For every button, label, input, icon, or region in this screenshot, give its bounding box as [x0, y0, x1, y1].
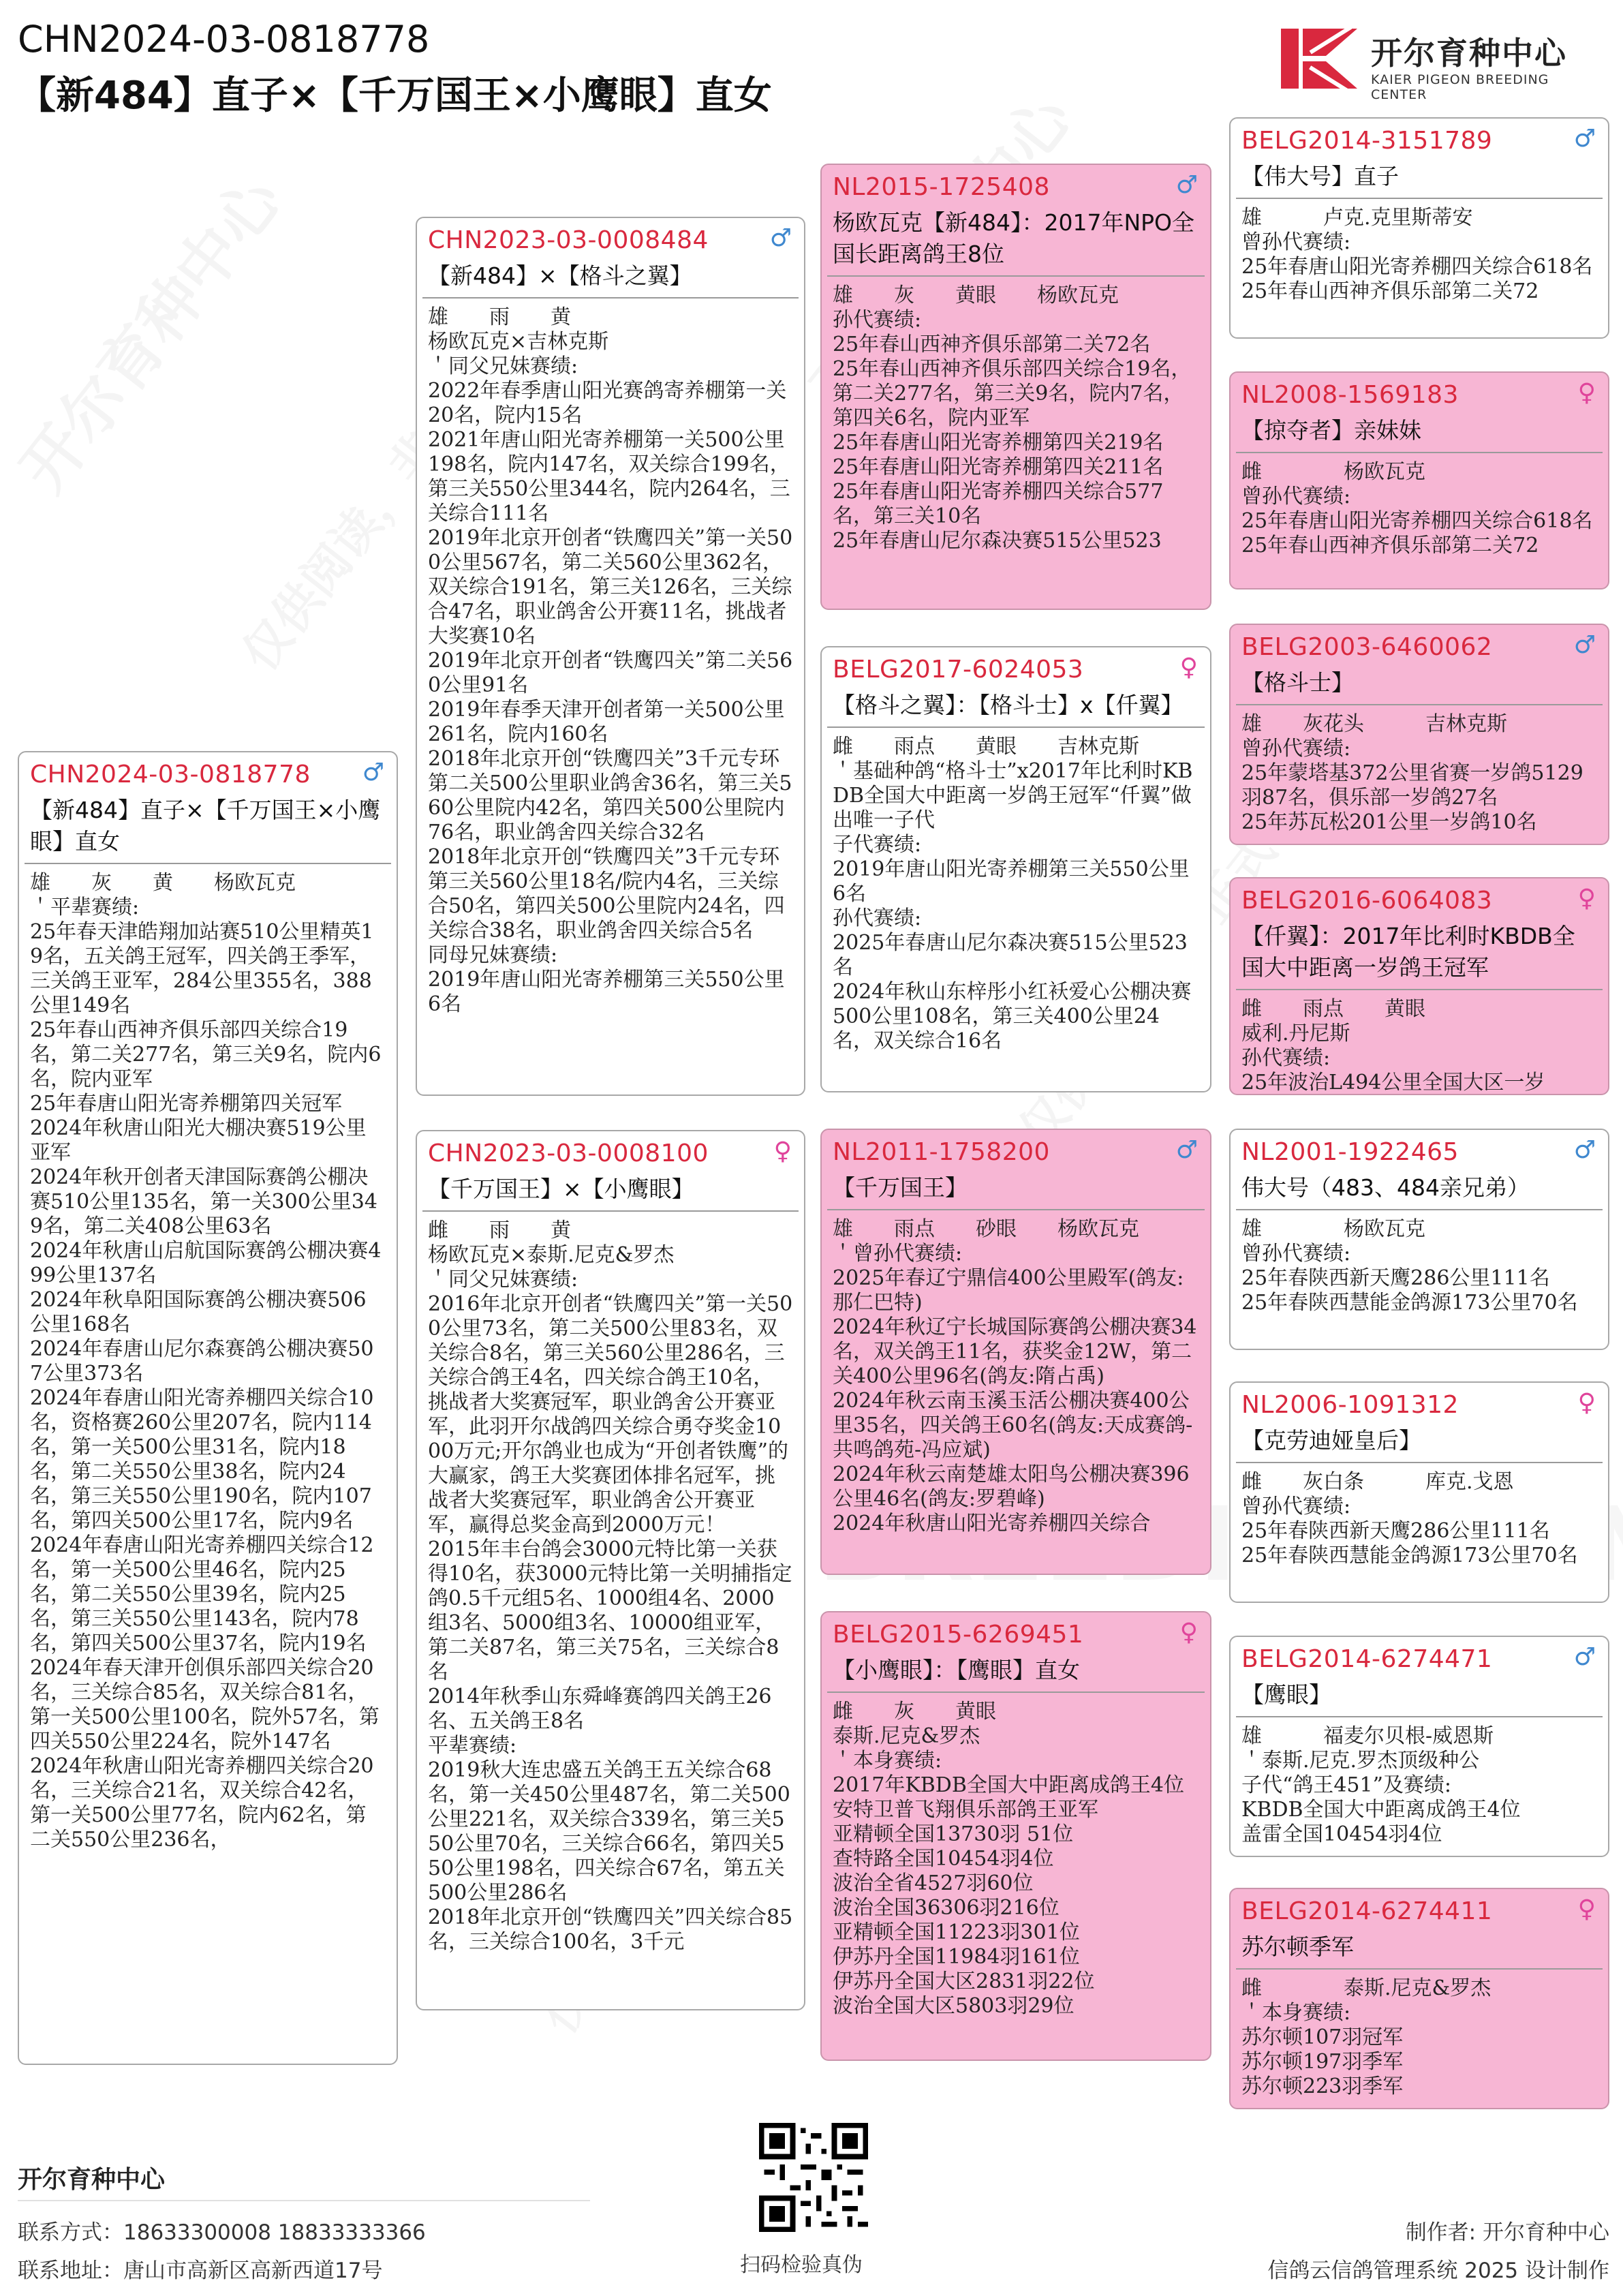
bird-name: 杨欧瓦克【新484】：2017年NPO全国长距离鸽王8位	[833, 209, 1195, 267]
footer-system: 信鸽云信鸽管理系统 2025 设计制作	[1267, 2259, 1609, 2283]
female-icon: ♀	[1179, 1619, 1198, 1647]
bird-name: 【格斗士】	[1241, 669, 1354, 696]
female-icon: ♀	[1179, 654, 1198, 682]
bird-details: 雌 雨 黄 杨欧瓦克×泰斯.尼克&罗杰 ＇同父兄妹赛绩: 2016年北京开创者“铁鹰四关”第一关500公里73名，第二关500公里83名，双关综合8名，第三关560公里286名，三关综合鸽王4名，四关综合鸽王10名，挑战者大奖赛冠军，职业鸽舍公开赛亚军，此羽开尔战鸽四关综合勇夺奖金1000万元;开尔鸽业也成为“开创者铁鹰”的大赢家，鸽王大奖赛团体排名冠军，挑战者大奖赛冠军，职业鸽舍公开赛亚军，赢得总奖金高到2000万元！ 2015年丰台鸽会3000元特比第一关获得10名，获3000元特比第一关明捕指定鸽0.5千元组5名、1000组4名、2000组3名、5000组3名、10000组亚军，第二关87名，第三关75名，三关综合8名 2014年秋季山东舜峰赛鸽四关鸽王26名、五关鸽王8名 平辈赛绩: 2019秋大连忠盛五关鸽王五关综合68名，第一关450公里487名，第二关500公里221名，双关综合339名，第三关550公里70名，三关综合66名，第四关550公里198名，四关综合67名，第五关500公里286名 2018年北京开创“铁鹰四关”四关综合85名，三关综合100名，3千元	[428, 1219, 793, 1954]
bird-name: 【小鹰眼】：【鹰眼】直女	[833, 1657, 1080, 1683]
ring-number: BELG2015-6269451	[833, 1621, 1084, 1649]
bird-details: 雌 雨点 黄眼 吉林克斯 ＇基础种鸽“格斗士”x2017年比利时KBDB全国大中距离一岁鸽王冠军“仟翼”做出唯一子代 子代赛绩: 2019年唐山阳光寄养棚第三关550公里6名 孙代赛绩: 2025年春唐山尼尔森决赛515公里523名 2024年秋山东梓彤小红袄爱心公棚决赛500公里108名，第三关400公里24名，双关综合16名	[833, 735, 1193, 1053]
bird-name: 【千万国王】×【小鹰眼】	[428, 1176, 694, 1202]
bird-details: 雄 雨 黄 杨欧瓦克×吉林克斯 ＇同父兄妹赛绩: 2022年春季唐山阳光赛鸽寄养棚第一关20名，院内15名 2021年唐山阳光寄养棚第一关500公里198名，院内147名，双关综合199名，第三关550公里344名，院内264名，三关综合111名 2019年北京开创者“铁鹰四关”第一关500公里567名，第二关560公里362名，双关综合191名，第三关126名，三关综合47名，职业鸽舍公开赛11名，挑战者大奖赛10名 2019年北京开创者“铁鹰四关”第二关560公里91名 2019年春季天津开创者第一关500公里261名，院内160名 2018年北京开创“铁鹰四关”3千元专环第二关500公里职业鸽舍36名，第三关560公里院内42名，第四关500公里院内76名，职业鸽舍四关综合32名 2018年北京开创“铁鹰四关”3千元专环第三关560公里18名/院内4名，三关综合50名，第四关500公里院内24名，四关综合38名，职业鸽舍四关综合5名 同母兄妹赛绩: 2019年唐山阳光寄养棚第三关550公里6名	[428, 305, 793, 1016]
pedigree-card-ddd	[1229, 1888, 1609, 2109]
ring-number: BELG2016-6064083	[1241, 887, 1493, 915]
bird-details: 雄 福麦尔贝根-威恩斯 ＇泰斯.尼克.罗杰顶级种公 子代“鸽王451”及赛绩: KBDB全国大中距离成鸽王4位 盖雷全国10454羽4位	[1241, 1724, 1521, 1846]
male-icon: ♂	[1573, 631, 1596, 659]
bird-name: 【鹰眼】	[1241, 1681, 1331, 1708]
pedigree-card-sire	[416, 217, 805, 1096]
ring-number: CHN2023-03-0008484	[428, 226, 709, 254]
female-icon: ♀	[773, 1137, 792, 1165]
pedigree-card-dss	[1229, 1129, 1609, 1350]
bird-name: 【格斗之翼】：【格斗士】x【仟翼】	[833, 692, 1184, 718]
watermark	[0, 155, 298, 507]
pedigree-card-sdd	[1229, 877, 1609, 1095]
ring-number: NL2015-1725408	[833, 173, 1050, 201]
bird-details: 雌 泰斯.尼克&罗杰 ＇本身赛绩: 苏尔顿107羽冠军 苏尔顿197羽季军 苏尔顿223羽季军	[1241, 1976, 1491, 2098]
bird-name: 【伟大号】直子	[1241, 163, 1399, 189]
female-icon: ♀	[1577, 1895, 1596, 1923]
bird-details: 雌 灰白条 库克.戈恩 曾孙代赛绩: 25年春陕西新天鹰286公里111名 25年春陕西慧能金鸽源173公里70名	[1241, 1470, 1578, 1567]
bird-name: 伟大号（483、484亲兄弟）	[1241, 1174, 1530, 1201]
ring-number: CHN2023-03-0008100	[428, 1139, 709, 1167]
brand-logo	[1276, 25, 1603, 102]
bird-name: 苏尔顿季军	[1241, 1933, 1354, 1960]
brand-subtitle: KAIER PIGEON BREEDING CENTER	[1371, 72, 1549, 102]
ring-number: BELG2014-6274411	[1241, 1897, 1493, 1925]
page-title: 【新484】直子×【千万国王×小鹰眼】直女	[18, 74, 772, 118]
bird-name: 【新484】直子×【千万国王×小鹰眼】直女	[30, 797, 381, 855]
ring-number: NL2008-1569183	[1241, 381, 1459, 409]
ring-number: NL2001-1922465	[1241, 1138, 1459, 1166]
pedigree-card-dam	[416, 1130, 805, 2010]
pedigree-card-sire-dam	[820, 646, 1211, 1092]
male-icon: ♂	[1573, 1136, 1596, 1164]
bird-details: 雄 卢克.克里斯蒂安 曾孙代赛绩: 25年春唐山阳光寄养棚四关综合618名 25年春山西神齐俱乐部第二关72	[1241, 206, 1593, 303]
female-icon: ♀	[1577, 885, 1596, 913]
pedigree-card-sire-sire	[820, 164, 1211, 610]
pedigree-card-dsd	[1229, 1381, 1609, 1603]
footer-org-name: 开尔育种中心	[18, 2166, 166, 2194]
male-icon: ♂	[1573, 125, 1596, 153]
ring-number: BELG2003-6460062	[1241, 633, 1493, 661]
brand-logo-mark	[1276, 25, 1364, 93]
pedigree-card-dds	[1229, 1636, 1609, 1857]
female-icon: ♀	[1577, 1389, 1596, 1417]
bird-name: 【新484】×【格斗之翼】	[428, 262, 692, 289]
bird-details: 雄 雨点 砂眼 杨欧瓦克 ＇曾孙代赛绩: 2025年春辽宁鼎信400公里殿军(鸽友:那仁巴特) 2024年秋辽宁长城国际赛鸽公棚决赛34名，双关鸽王11名，获奖金12W，第二关400公里96名(鸽友:隋占禹) 2024年秋云南玉溪玉活公棚决赛400公里35名，四关鸽王60名(鸽友:天成赛鸽-共鸣鸽苑-冯应斌) 2024年秋云南楚雄太阳鸟公棚决赛396公里46名(鸽友:罗碧峰) 2024年秋唐山阳光寄养棚四关综合	[833, 1217, 1197, 1535]
male-icon: ♂	[362, 759, 384, 786]
ring-number: CHN2024-03-0818778	[30, 761, 311, 789]
page-ring-number: CHN2024-03-0818778	[18, 18, 430, 61]
bird-details: 雄 杨欧瓦克 曾孙代赛绩: 25年春陕西新天鹰286公里111名 25年春陕西慧能金鸽源173公里70名	[1241, 1217, 1578, 1315]
divider	[18, 2200, 590, 2201]
male-icon: ♂	[1175, 1136, 1198, 1164]
footer-maker: 制作者: 开尔育种中心	[1405, 2220, 1609, 2245]
qr-caption: 扫码检验真伪	[740, 2253, 863, 2277]
bird-details: 雄 灰 黄 杨欧瓦克 ＇平辈赛绩: 25年春天津皓翔加站赛510公里精英19名，五关鸽王冠军，四关鸽王季军，三关鸽王亚军，284公里355名，388公里149名 25年春山西神齐俱乐部四关综合19名，第二关277名，第三关9名，院内6名，院内亚军 25年春唐山阳光寄养棚第四关冠军 2024年秋唐山阳光大棚决赛519公里亚军 2024年秋开创者天津国际赛鸽公棚决赛510公里135名，第一关300公里349名，第二关408公里63名 2024年秋唐山启航国际赛鸽公棚决赛499公里137名 2024年秋阜阳国际赛鸽公棚决赛506公里168名 2024年春唐山尼尔森赛鸽公棚决赛507公里373名 2024年春唐山阳光寄养棚四关综合10名，资格赛260公里207名，院内114名，第一关500公里31名，院内18名，第二关550公里38名，院内24名，第三关550公里190名，院内107名，第四关500公里17名，院内9名 2024年春唐山阳光寄养棚四关综合12名，第一关500公里46名，院内25名，第二关550公里39名，院内25名，第三关550公里143名，院内78名，第四关500公里37名，院内19名 2024年春天津开创俱乐部四关综合20名，三关综合85名，双关综合81名，第一关500公里100名，院外57名，第四关550公里224名，院外147名 2024年秋唐山阳光寄养棚四关综合20名，三关综合21名，双关综合42名，第一关500公里77名，院内62名，第二关550公里236名，	[30, 871, 382, 1852]
ring-number: BELG2017-6024053	[833, 656, 1084, 684]
ring-number: NL2006-1091312	[1241, 1391, 1459, 1419]
bird-name: 【千万国王】	[833, 1174, 968, 1201]
bird-details: 雄 灰 黄眼 杨欧瓦克 孙代赛绩: 25年春山西神齐俱乐部第二关72名 25年春山西神齐俱乐部四关综合19名，第二关277名，第三关9名，院内7名，第四关6名，院内亚军 25年春唐山阳光寄养棚第四关219名 25年春唐山阳光寄养棚第四关211名 25年春唐山阳光寄养棚四关综合577名，第三关10名 25年春唐山尼尔森决赛515公里523	[833, 284, 1192, 553]
bird-name: 【克劳迪娅皇后】	[1241, 1427, 1421, 1454]
male-icon: ♂	[1573, 1643, 1596, 1671]
bird-details: 雌 杨欧瓦克 曾孙代赛绩: 25年春唐山阳光寄养棚四关综合618名 25年春山西神齐俱乐部第二关72	[1241, 460, 1593, 557]
pedigree-card-sss	[1229, 117, 1609, 339]
footer-address: 联系地址：唐山市高新区高新西道17号	[18, 2259, 383, 2283]
female-icon: ♀	[1577, 379, 1596, 407]
pedigree-card-dam-dam	[820, 1611, 1211, 2061]
ring-number: BELG2014-6274471	[1241, 1645, 1493, 1673]
pedigree-card-ssd	[1229, 371, 1609, 590]
pedigree-card-sds	[1229, 624, 1609, 845]
bird-details: 雄 灰花头 吉林克斯 曾孙代赛绩: 25年蒙塔基372公里省赛一岁鸽5129羽87名，俱乐部一岁鸽27名 25年苏瓦松201公里一岁鸽10名	[1241, 712, 1583, 834]
footer-contact: 联系方式：18633300008 18833333366	[18, 2220, 426, 2245]
bird-name: 【掠夺者】亲妹妹	[1241, 417, 1421, 444]
ring-number: BELG2014-3151789	[1241, 127, 1493, 155]
bird-name: 【仟翼】：2017年比利时KBDB全国大中距离一岁鸽王冠军	[1241, 923, 1575, 981]
brand-name: 开尔育种中心	[1371, 35, 1567, 72]
ring-number: NL2011-1758200	[833, 1138, 1050, 1166]
male-icon: ♂	[1175, 171, 1198, 199]
pedigree-card-subject	[18, 751, 398, 2065]
pedigree-card-dam-sire	[820, 1129, 1211, 1575]
male-icon: ♂	[769, 224, 792, 252]
qr-code[interactable]	[759, 2123, 868, 2232]
bird-details: 雌 雨点 黄眼 威利.丹尼斯 孙代赛绩: 25年波治L494公里全国大区一岁	[1241, 997, 1545, 1095]
bird-details: 雌 灰 黄眼 泰斯.尼克&罗杰 ＇本身赛绩: 2017年KBDB全国大中距离成鸽王4位 安特卫普飞翔俱乐部鸽王亚军 亚精顿全国13730羽 51位 查特路全国10454羽4位 波治全省4527羽60位 波治全国36306羽216位 亚精顿全国11223羽301位 伊苏丹全国11984羽161位 伊苏丹全国大区2831羽22位 波治全国大区5803羽29位	[833, 1700, 1184, 2018]
